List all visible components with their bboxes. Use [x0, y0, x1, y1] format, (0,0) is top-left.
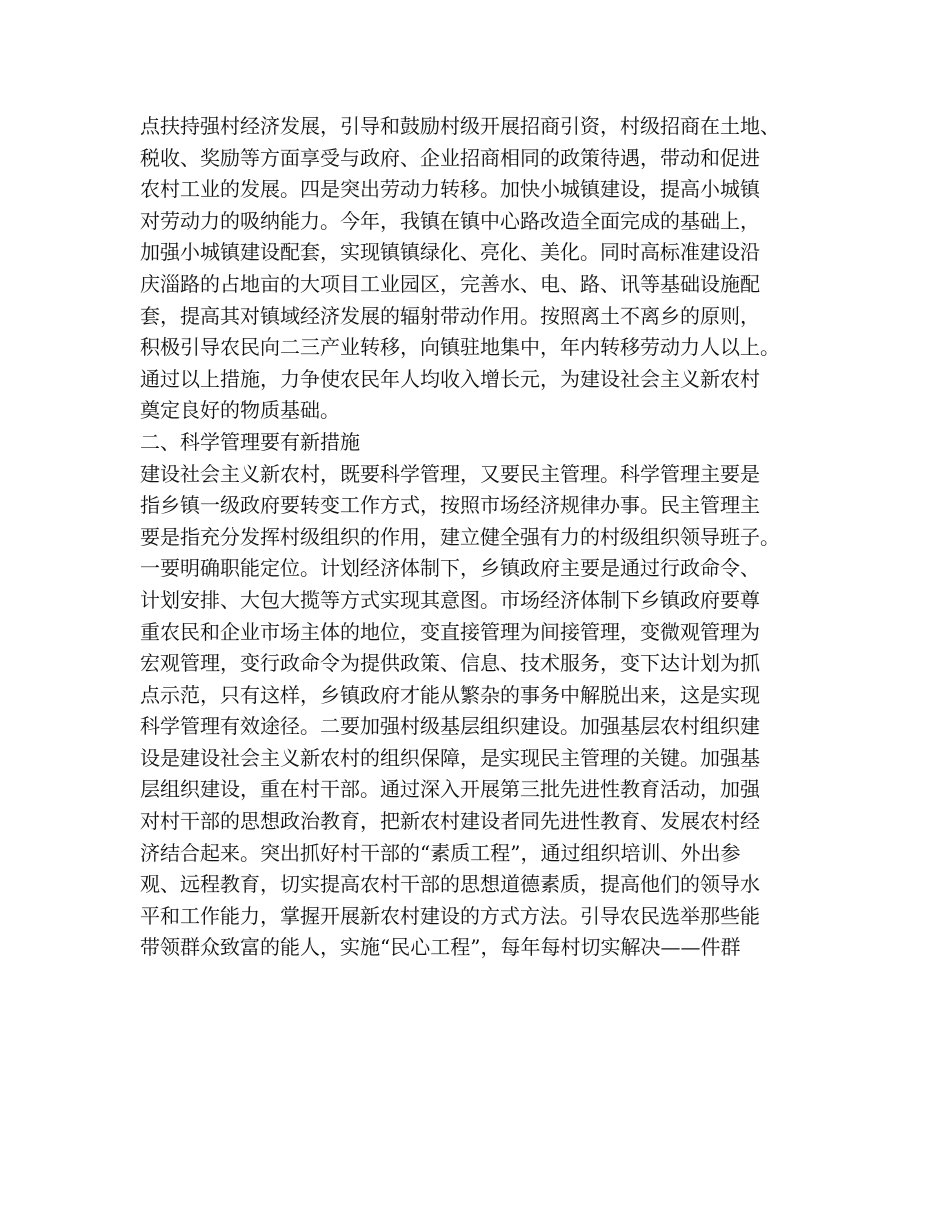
- text-line: 指乡镇一级政府要转变工作方式，按照市场经济规律办事。民主管理主: [140, 493, 760, 518]
- text-line: 计划安排、大包大揽等方式实现其意图。市场经济体制下乡镇政府要尊: [140, 587, 760, 612]
- text-line: 科学管理有效途径。二要加强村级基层组织建设。加强基层农村组织建: [140, 714, 760, 739]
- section-heading: 二、科学管理要有新措施: [140, 429, 360, 454]
- text-line: 重农民和企业市场主体的地位，变直接管理为间接管理，变微观管理为: [140, 619, 760, 644]
- text-line: 对村干部的思想政治教育，把新农村建设者同先进性教育、发展农村经: [140, 809, 760, 834]
- body-text: [140, 111, 840, 964]
- text-line: 宏观管理，变行政命令为提供政策、信息、技术服务，变下达计划为抓: [140, 651, 760, 676]
- text-line: 一要明确职能定位。计划经济体制下，乡镇政府主要是通过行政命令、: [140, 556, 760, 581]
- text-line: 积极引导农民向二三产业转移，向镇驻地集中，年内转移劳动力人以上。: [140, 335, 780, 360]
- text-line: 点示范，只有这样，乡镇政府才能从繁杂的事务中解脱出来，这是实现: [140, 682, 760, 707]
- text-line: 奠定良好的物质基础。: [140, 398, 340, 423]
- text-line: 通过以上措施，力争使农民年人均收入增长元，为建设社会主义新农村: [140, 366, 760, 391]
- text-line: 对劳动力的吸纳能力。今年，我镇在镇中心路改造全面完成的基础上，: [140, 208, 760, 233]
- text-line: 要是指充分发挥村级组织的作用，建立健全强有力的村级组织领导班子。: [140, 524, 780, 549]
- text-line: 层组织建设，重在村干部。通过深入开展第三批先进性教育活动，加强: [140, 777, 760, 802]
- text-line: 农村工业的发展。四是突出劳动力转移。加快小城镇建设，提高小城镇: [140, 177, 760, 202]
- text-line: 带领群众致富的能人，实施“民心工程”，每年每村切实解决——件群: [140, 935, 741, 960]
- text-line: 建设社会主义新农村，既要科学管理，又要民主管理。科学管理主要是: [140, 461, 760, 486]
- text-line: 观、远程教育，切实提高农村干部的思想道德素质，提高他们的领导水: [140, 872, 760, 897]
- text-line: 设是建设社会主义新农村的组织保障，是实现民主管理的关键。加强基: [140, 745, 760, 770]
- text-line: 加强小城镇建设配套，实现镇镇绿化、亮化、美化。同时高标准建设沿: [140, 240, 760, 265]
- text-line: 点扶持强村经济发展，引导和鼓励村级开展招商引资，村级招商在土地、: [140, 114, 780, 138]
- text-line: 济结合起来。突出抓好村干部的“素质工程”，通过组织培训、外出参: [140, 840, 741, 865]
- text-line: 税收、奖励等方面享受与政府、企业招商相同的政策待遇，带动和促进: [140, 145, 760, 170]
- text-line: 平和工作能力，掌握开展新农村建设的方式方法。引导农民选举那些能: [140, 903, 760, 928]
- text-line: 套，提高其对镇域经济发展的辐射带动作用。按照离土不离乡的原则，: [140, 303, 760, 328]
- text-line: 庆淄路的占地亩的大项目工业园区，完善水、电、路、讯等基础设施配: [140, 271, 760, 296]
